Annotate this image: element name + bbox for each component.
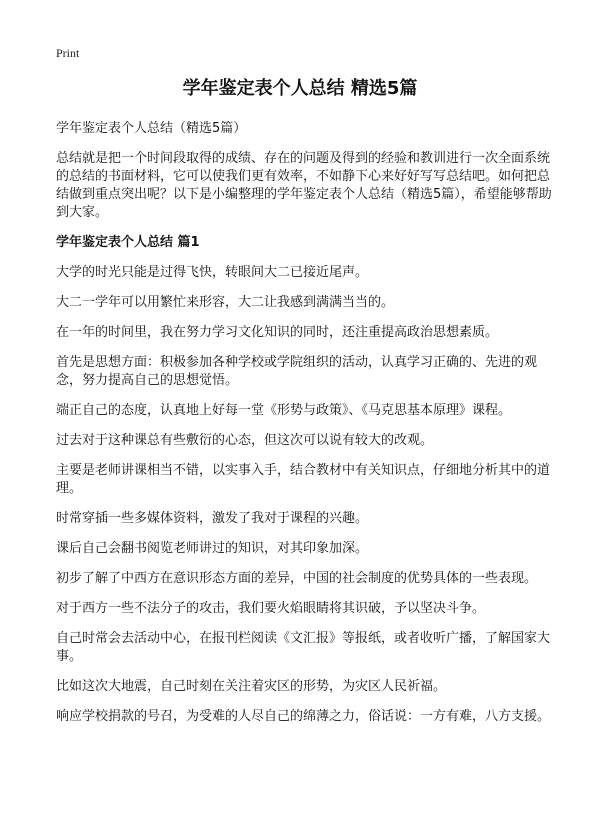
document-subtitle: 学年鉴定表个人总结（精选5篇） (56, 121, 247, 136)
paragraph-8: 时常穿插一些多媒体资料，激发了我对于课程的兴趣。 (56, 511, 369, 526)
paragraph-13: 比如这次大地震，自己时刻在关注着灾区的形势，为灾区人民祈福。 (56, 679, 447, 694)
paragraph-2: 大二一学年可以用繁忙来形容，大二让我感到满满当当的。 (56, 295, 395, 310)
paragraph-4: 首先是思想方面：积极参加各种学校或学院组织的活动，认真学习正确的、先进的观念，努力提高自己的思想觉悟。 (56, 355, 538, 388)
paragraph-5: 端正自己的态度，认真地上好每一堂《形势与政策》、《马克思基本原理》课程。 (56, 403, 512, 418)
intro-paragraph (56, 150, 556, 222)
document-body (56, 120, 556, 738)
paragraph-14: 响应学校捐款的号召，为受难的人尽自己的绵薄之力，俗话说：一方有难，八方支援。 (56, 709, 551, 724)
paragraph-10: 初步了解了中西方在意识形态方面的差异，中国的社会制度的优势具体的一些表现。 (56, 571, 538, 586)
print-link[interactable]: Print (56, 46, 80, 60)
paragraph-11: 对于西方一些不法分子的攻击，我们要火焰眼睛将其识破，予以坚决斗争。 (56, 601, 486, 616)
paragraph-9: 课后自己会翻书阅览老师讲过的知识，对其印象加深。 (56, 541, 369, 556)
paragraph-7: 主要是老师讲课相当不错，以实事入手，结合教材中有关知识点，仔细地分析其中的道理。 (56, 463, 551, 496)
section-title: 学年鉴定表个人总结 篇1 (56, 235, 200, 250)
paragraph-12: 自己时常会去活动中心，在报刊栏阅读《文汇报》等报纸，或者收听广播，了解国家大事。 (56, 631, 551, 664)
document-title: 学年鉴定表个人总结 精选5篇 (182, 78, 418, 99)
paragraph-1: 大学的时光只能是过得飞快，转眼间大二已接近尾声。 (56, 265, 369, 280)
paragraph-6: 过去对于这种课总有些敷衍的心态，但这次可以说有较大的改观。 (56, 433, 434, 448)
paragraph-3: 在一年的时间里，我在努力学习文化知识的同时，还注重提高政治思想素质。 (56, 325, 499, 340)
intro-text: 总结就是把一个时间段取得的成绩、存在的问题及得到的经验和教训进行一次全面系统的总结的书面材料，它可以使我们更有效率，不如静下心来好好写写总结吧。如何把总结做到重点突出呢？以下是小编整理的学年鉴定表个人总结（精选5篇），希望能够帮助到大家。 (56, 151, 552, 220)
